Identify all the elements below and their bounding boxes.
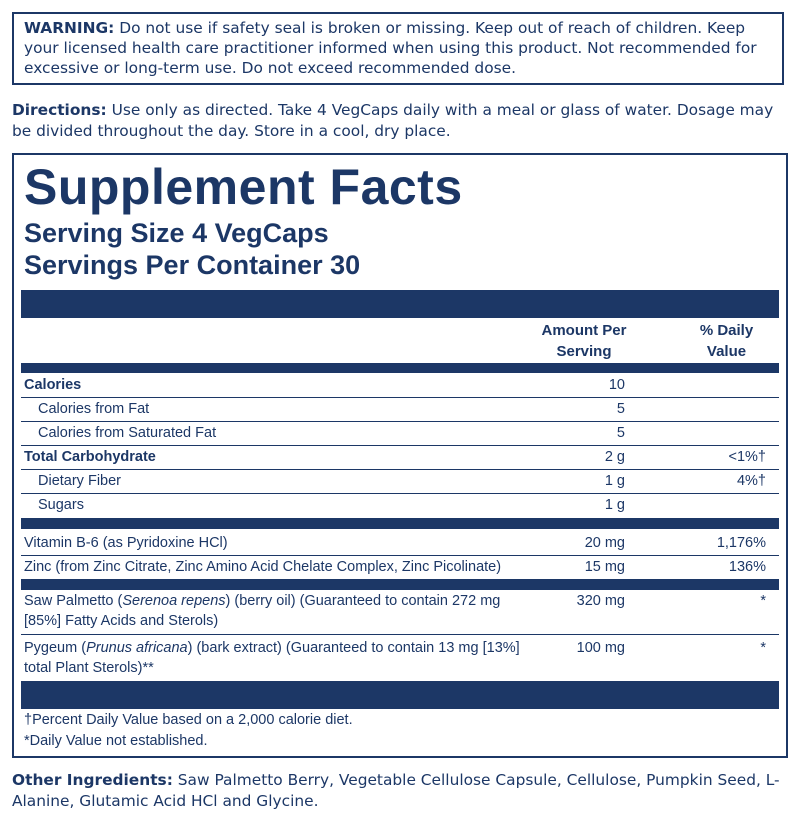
nutrient-amount: 20 mg <box>584 535 625 551</box>
servings-per-container: Servings Per Container 30 <box>24 250 361 280</box>
pygeum-name-post: ) (bark extract) (Guaranteed to contain 13 mg [13%] total Plant Sterols)** <box>24 640 520 676</box>
other-ingredients-label: Other Ingredients: <box>12 771 173 789</box>
directions <box>12 100 792 142</box>
directions-label: Directions: <box>12 101 107 119</box>
other-ingredients-text: Saw Palmetto Berry, Vegetable Cellulose Capsule, Cellulose, Pumpkin Seed, L-Alanine, Glutamic Acid HCl and Glycine. <box>12 771 780 810</box>
warning-label: WARNING: <box>24 19 115 37</box>
nutrient-name: Zinc (from Zinc Citrate, Zinc Amino Acid Chelate Complex, Zinc Picolinate) <box>24 559 502 575</box>
saw-palmetto-latin: Serenoa repens <box>122 593 226 609</box>
nutrient-name: Dietary Fiber <box>38 473 121 489</box>
nutrient-row <box>21 445 779 469</box>
pygeum-latin: Prunus africana <box>86 640 188 656</box>
nutrient-amount: 1 g <box>604 473 625 489</box>
nutrient-row <box>21 555 779 579</box>
other-ingredients <box>12 770 792 812</box>
pygeum-name <box>24 638 524 678</box>
saw-palmetto-name <box>24 591 524 631</box>
supplement-facts-panel <box>12 153 788 758</box>
nutrient-amount: 15 mg <box>584 559 625 575</box>
saw-palmetto-amount: 320 mg <box>576 593 625 609</box>
nutrient-name: Calories <box>24 377 82 393</box>
saw-palmetto-row <box>21 591 779 635</box>
nutrient-amount: 2 g <box>604 449 625 465</box>
amount-header-line1: Amount Per <box>541 322 627 339</box>
pygeum-row <box>21 638 779 682</box>
nutrient-amount: 5 <box>616 401 625 417</box>
directions-text: Use only as directed. Take 4 VegCaps daily with a meal or glass of water. Dosage may be divided throughout the day. Store in a cool, dry place. <box>12 101 774 140</box>
thick-divider-vitamins <box>21 518 779 529</box>
nutrient-name: Total Carbohydrate <box>24 449 156 465</box>
saw-palmetto-name-post: ) (berry oil) (Guaranteed to contain 272 mg [85%] Fatty Acids and Sterols) <box>24 593 501 629</box>
nutrient-row <box>21 421 779 445</box>
nutrient-name: Calories from Saturated Fat <box>38 425 217 441</box>
nutrient-dv: 136% <box>728 559 766 575</box>
nutrient-amount: 1 g <box>604 497 625 513</box>
dv-header-line1: % Daily <box>699 322 754 339</box>
nutrient-dv: 1,176% <box>716 535 766 551</box>
warning-text: Do not use if safety seal is broken or missing. Keep out of reach of children. Keep your licensed health care practitioner informed when using this product. Not recommended for excessive or long-term use. Do not exceed recommended dose. <box>24 19 757 77</box>
daily-value-header <box>679 320 774 362</box>
amount-header-line2: Serving <box>556 343 612 360</box>
nutrient-name: Sugars <box>38 497 84 513</box>
saw-palmetto-dv: * <box>760 593 766 609</box>
thick-divider-herbs <box>21 579 779 590</box>
serving-size: Serving Size 4 VegCaps <box>24 218 329 248</box>
facts-title: Supplement Facts <box>24 159 463 215</box>
saw-palmetto-name-pre: Saw Palmetto ( <box>24 593 123 609</box>
nutrient-row <box>21 397 779 421</box>
nutrient-dv: 4%† <box>736 473 766 489</box>
nutrient-name: Vitamin B-6 (as Pyridoxine HCl) <box>24 535 228 551</box>
amount-per-serving-header <box>529 320 639 362</box>
nutrient-row <box>21 493 779 517</box>
nutrient-dv: <1%† <box>728 449 766 465</box>
nutrient-amount: 5 <box>616 425 625 441</box>
footnote-daily-value: †Percent Daily Value based on a 2,000 calorie diet. <box>24 712 353 728</box>
nutrient-name: Calories from Fat <box>38 401 150 417</box>
footnote-not-established: *Daily Value not established. <box>24 733 208 749</box>
thick-divider-bottom <box>21 681 779 709</box>
pygeum-dv: * <box>760 640 766 656</box>
nutrient-row <box>21 469 779 493</box>
pygeum-name-pre: Pygeum ( <box>24 640 87 656</box>
nutrient-amount: 10 <box>608 377 625 393</box>
dv-header-line2: Value <box>706 343 747 360</box>
pygeum-amount: 100 mg <box>576 640 625 656</box>
thick-divider-top <box>21 290 779 318</box>
warning-box <box>12 12 784 85</box>
nutrient-row <box>21 531 779 555</box>
nutrient-row <box>21 373 779 397</box>
row-divider <box>21 634 779 635</box>
thick-divider-header <box>21 363 779 373</box>
